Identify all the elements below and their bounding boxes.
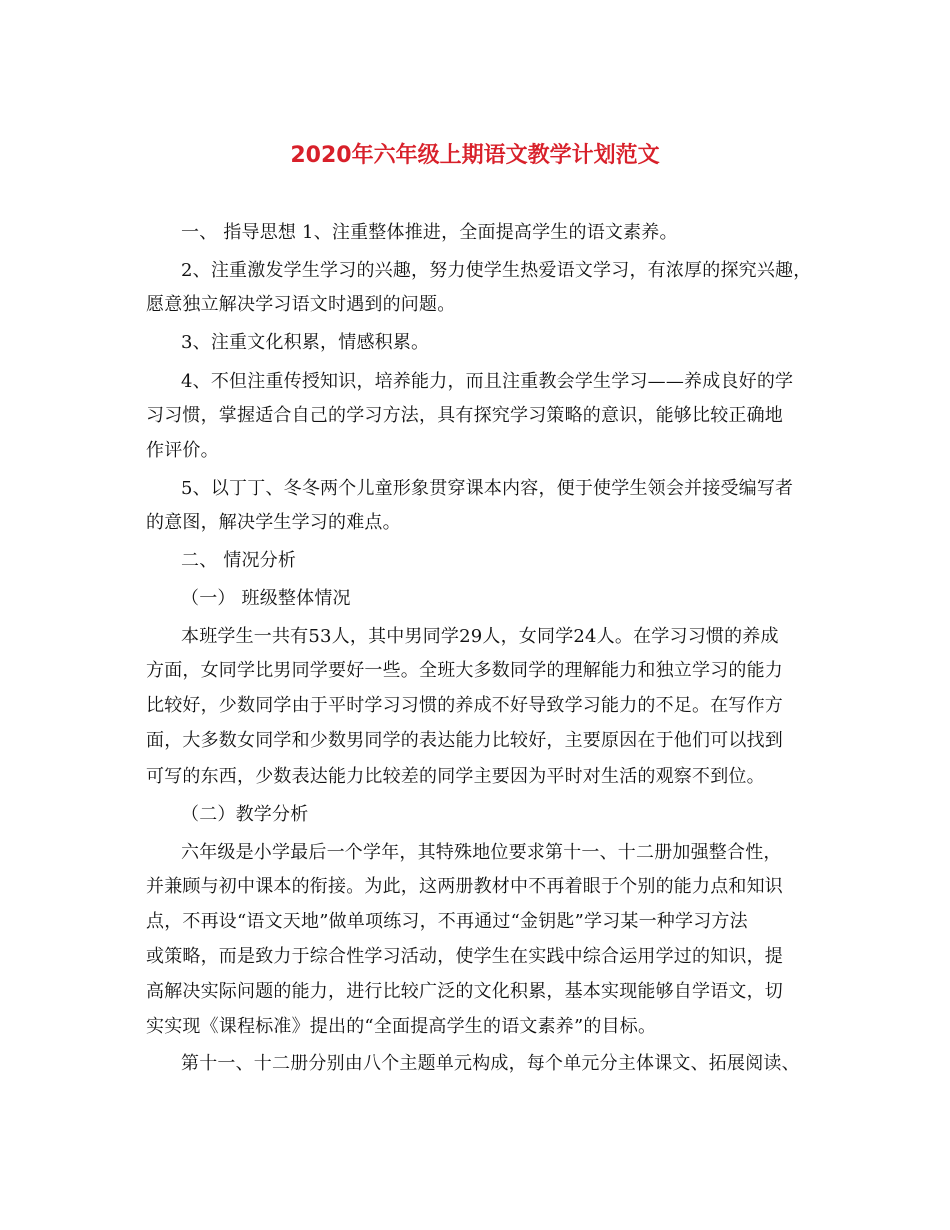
paragraph-line: 面，大多数女同学和少数男同学的表达能力比较好，主要原因在于他们可以找到 [146,730,783,751]
paragraph-line: 实实现《课程标准》提出的“全面提高学生的语文素养”的目标。 [146,1016,657,1037]
paragraph-line: 3、注重文化积累，情感积累。 [181,332,430,353]
paragraph-line: 方面，女同学比男同学要好一些。全班大多数同学的理解能力和独立学习的能力 [146,660,783,681]
subsection-heading: （二）教学分析 [181,804,309,825]
paragraph-line: 作评价。 [146,440,219,461]
paragraph-line: 愿意独立解决学习语文时遇到的问题。 [146,294,456,315]
paragraph-line: 或策略，而是致力于综合性学习活动，使学生在实践中综合运用学过的知识，提 [146,946,783,967]
paragraph-line: 4、不但注重传授知识，培养能力，而且注重教会学生学习——养成良好的学 [181,371,794,392]
paragraph-line: 一、 指导思想 1、注重整体推进，全面提高学生的语文素养。 [181,222,678,243]
section-heading: 二、 情况分析 [181,550,297,571]
paragraph-line: 的意图，解决学生学习的难点。 [146,512,401,533]
paragraph-line: 点，不再设“语文天地”做单项练习，不再通过“金钥匙”学习某一种学习方法 [146,911,748,932]
paragraph-line: 比较好，少数同学由于平时学习习惯的养成不好导致学习能力的不足。在写作方 [146,695,783,716]
paragraph-line: 可写的东西，少数表达能力比较差的同学主要因为平时对生活的观察不到位。 [146,766,765,787]
paragraph-line: 第十一、十二册分别由八个主题单元构成，每个单元分主体课文、拓展阅读、 [181,1053,800,1074]
document-title: 2020年六年级上期语文教学计划范文 [290,143,660,168]
paragraph-line: 高解决实际问题的能力，进行比较广泛的文化积累，基本实现能够自学语文，切 [146,981,783,1002]
paragraph-line: 并兼顾与初中课本的衔接。为此，这两册教材中不再着眼于个别的能力点和知识 [146,876,783,897]
paragraph-line: 习习惯，掌握适合自己的学习方法，具有探究学习策略的意识，能够比较正确地 [146,405,783,426]
paragraph-line: 2、注重激发学生学习的兴趣，努力使学生热爱语文学习，有浓厚的探究兴趣， [181,260,812,281]
subsection-heading: （一） 班级整体情况 [181,588,351,609]
paragraph-line: 本班学生一共有53人，其中男同学29人，女同学24人。在学习习惯的养成 [181,626,779,647]
paragraph-line: 六年级是小学最后一个学年，其特殊地位要求第十一、十二册加强整合性， [181,842,782,863]
paragraph-line: 5、以丁丁、冬冬两个儿童形象贯穿课本内容，便于使学生领会并接受编写者 [181,478,794,499]
